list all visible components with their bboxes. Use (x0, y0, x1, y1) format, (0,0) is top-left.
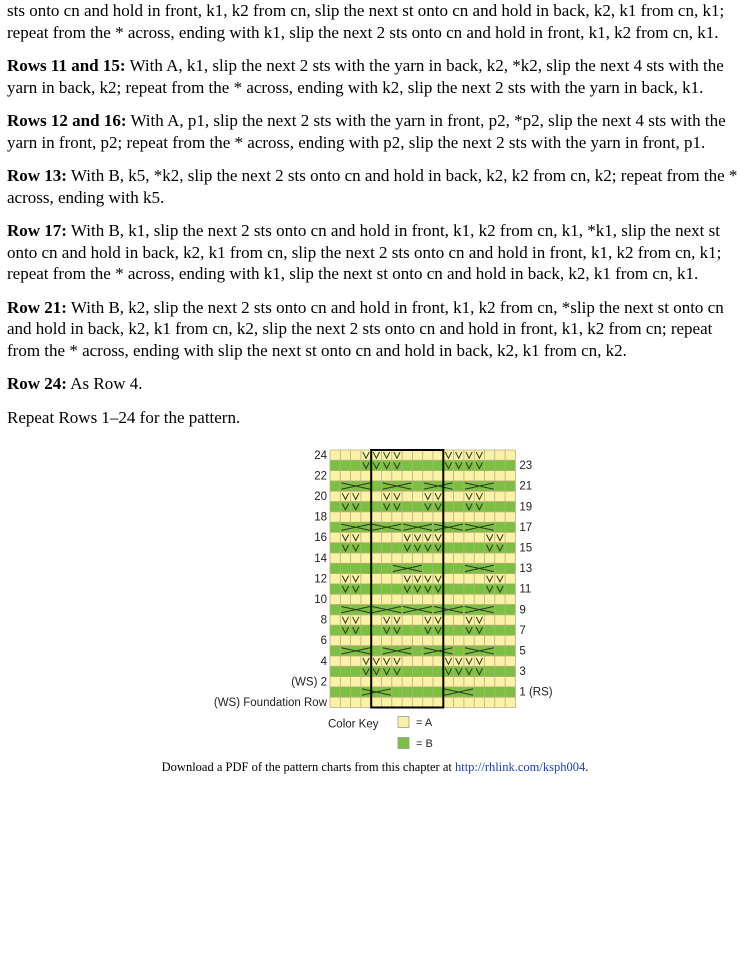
left-row-label: (WS) 2 (291, 676, 327, 689)
right-row-label: 3 (519, 666, 526, 679)
color-key-label: = A (416, 717, 433, 729)
paragraph-row-24: Row 24: As Row 4. (7, 374, 143, 393)
paragraph-row-17: Row 17: With B, k1, slip the next 2 sts onto cn and hold in front, k1, k2 from cn, k1, *k1, slip the next st onto cn and hold in back, k2, k1 from cn, slip the next 2 sts onto cn and hold in front, k1, k2 from cn, k1; repeat from the * across, ending with k1, slip the next st onto cn and hold in back, k2, k1 from cn, k1. (7, 221, 722, 283)
left-row-label: 14 (314, 552, 327, 565)
color-key-swatch (398, 717, 409, 728)
left-row-label: 20 (314, 490, 327, 503)
left-row-label: 4 (320, 655, 327, 668)
right-row-label: 13 (519, 563, 533, 576)
right-row-label: 9 (519, 604, 526, 617)
left-row-label: 16 (314, 532, 327, 545)
right-row-label: 21 (519, 480, 533, 493)
paragraph-continued: sts onto cn and hold in front, k1, k2 from cn, slip the next st onto cn and hold in back, k2, k1 from cn, k1; repeat from the * across, ending with k1, slip the next 2 sts onto cn and hold in front, k1, k2 from cn, k1. (7, 1, 725, 42)
left-row-label: 8 (320, 614, 327, 627)
paragraph-row-13: Row 13: With B, k5, *k2, slip the next 2 sts onto cn and hold in back, k2, k2 from cn, k2; repeat from the * across, ending with k5. (7, 166, 738, 207)
left-row-label: 6 (320, 635, 327, 648)
pdf-download-link[interactable]: http://rhlink.com/ksph004 (454, 760, 586, 774)
color-key-title: Color Key (328, 718, 379, 731)
left-row-label: 18 (314, 511, 327, 524)
left-row-label: 22 (314, 470, 327, 483)
page (0, 0, 750, 428)
paragraph-rows-12-16: Rows 12 and 16: With A, p1, slip the next 2 sts with the yarn in front, p2, *p2, slip the next 4 sts with the yarn in front, p2; repeat from the * across, ending with p2, slip the next 2 sts with the yarn in front, p1. (7, 111, 726, 152)
paragraph-row-21: Row 21: With B, k2, slip the next 2 sts onto cn and hold in front, k1, k2 from cn, *slip the next st onto cn and hold in back, k2, k1 from cn, k2, slip the next 2 sts onto cn and hold in front, k1, k2 from cn; repeat from the * across, ending with slip the next st onto cn and hold in back, k2, k1 from cn, k2. (7, 297, 724, 360)
color-key-swatch (398, 738, 409, 749)
right-row-label: 11 (519, 583, 532, 596)
left-row-label: 24 (314, 449, 327, 462)
knitting-chart-svg (0, 440, 750, 758)
paragraph-repeat: Repeat Rows 1–24 for the pattern. (7, 407, 241, 427)
chart-caption: Download a PDF of the pattern charts from this chapter at http://rhlink.com/ksph004. (161, 760, 589, 774)
right-row-label: 1 (RS) (519, 686, 553, 699)
right-row-label: 17 (519, 521, 533, 534)
right-row-label: 15 (519, 542, 533, 555)
left-row-label: 12 (314, 573, 327, 586)
knitting-chart (0, 440, 750, 758)
instructions (7, 0, 744, 428)
right-row-label: 19 (519, 501, 533, 514)
right-row-label: 5 (519, 645, 526, 658)
left-row-label: (WS) Foundation Row (213, 696, 327, 709)
right-row-label: 7 (519, 624, 526, 637)
color-key-label: = B (416, 738, 433, 750)
right-row-label: 23 (519, 460, 533, 473)
left-row-label: 10 (314, 593, 327, 606)
paragraph-rows-11-15: Rows 11 and 15: With A, k1, slip the next 2 sts with the yarn in back, k2, *k2, slip the next 4 sts with the yarn in back, k2; repeat from the * across, ending with k2, slip the next 2 sts with the yarn in back, k1. (7, 56, 724, 97)
